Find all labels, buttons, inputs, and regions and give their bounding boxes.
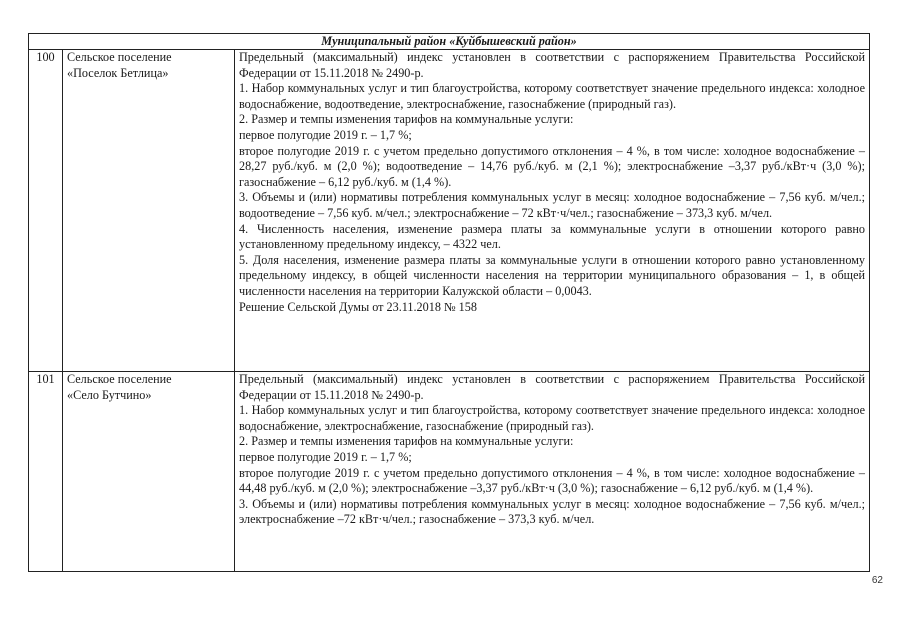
settlement-type: Сельское поселение	[67, 372, 172, 386]
row-number: 100	[29, 50, 63, 372]
settlement-title: «Поселок Бетлица»	[67, 65, 169, 80]
paragraph: второе полугодие 2019 г. с учетом предельно допустимого отклонения – 4 %, в том числе: холодное водоснабжение – 28,27 руб./куб. м (2,0 %); водоотведение – 14,76 руб./куб. м (2,1 %); электроснабжение –3,37 руб./кВт·ч (3,0 %); газоснабжение – 6,12 руб./куб. м (1,4 %).	[239, 143, 865, 189]
section-header-row	[29, 34, 870, 50]
paragraph: первое полугодие 2019 г. – 1,7 %;	[239, 449, 412, 464]
paragraph: 3. Объемы и (или) нормативы потребления коммунальных услуг в месяц: холодное водоснабжение – 7,56 куб. м/чел.; водоотведение – 7,56 куб. м/чел.; электроснабжение – 72 кВт·ч/чел.; газоснабжение – 373,3 куб. м/чел.	[239, 190, 865, 220]
paragraph: 1. Набор коммунальных услуг и тип благоустройства, которому соответствует значение предельного индекса: холодное водоснабжение, водоотведение, электроснабжение, газоснабжение (природный газ).	[239, 81, 865, 111]
paragraph: Предельный (максимальный) индекс установлен в соответствии с распоряжением Правительства Российской Федерации от 15.11.2018 № 2490-р.	[239, 50, 865, 80]
paragraph: первое полугодие 2019 г. – 1,7 %;	[239, 127, 412, 142]
settlement-name	[63, 50, 235, 372]
paragraph: 3. Объемы и (или) нормативы потребления коммунальных услуг в месяц: холодное водоснабжение – 7,56 куб. м/чел.; электроснабжение –72 кВт·ч/чел.; газоснабжение – 373,3 куб. м/чел.	[239, 496, 865, 527]
paragraph: 2. Размер и темпы изменения тарифов на коммунальные услуги:	[239, 112, 574, 127]
paragraph: Предельный (максимальный) индекс установлен в соответствии с распоряжением Правительства Российской Федерации от 15.11.2018 № 2490-р.	[239, 372, 865, 402]
paragraph: второе полугодие 2019 г. с учетом предельно допустимого отклонения – 4 %, в том числе: холодное водоснабжение – 44,48 руб./куб. м (2,0 %); электроснабжение –3,37 руб./кВт·ч (3,0 %); газоснабжение – 6,12 руб./куб. м (1,4 %).	[239, 465, 865, 496]
row-number: 101	[29, 372, 63, 572]
settlement-title: «Село Бутчино»	[67, 387, 152, 402]
page-number: 62	[871, 575, 883, 586]
paragraph: 5. Доля населения, изменение размера платы за коммунальные услуги в отношении которого равно установленному предельному индексу, в общей численности населения на территории муниципального образования – 1, в общей численности населения на территории Калужской области – 0,0043.	[239, 252, 865, 298]
table-row	[29, 372, 870, 572]
section-title: Муниципальный район «Куйбышевский район»	[29, 34, 870, 50]
settlement-name	[63, 372, 235, 572]
paragraph: 1. Набор коммунальных услуг и тип благоустройства, которому соответствует значение предельного индекса: холодное водоснабжение, электроснабжение, газоснабжение (природный газ).	[239, 403, 865, 433]
paragraph: 4. Численность населения, изменение размера платы за коммунальные услуги в отношении которого равно установленному предельному индексу, – 4322 чел.	[239, 221, 865, 252]
settlement-type: Сельское поселение	[67, 50, 172, 64]
row-description	[235, 50, 870, 372]
tariff-table	[28, 33, 870, 572]
table-row	[29, 50, 870, 372]
paragraph: Решение Сельской Думы от 23.11.2018 № 158	[239, 299, 477, 314]
paragraph: 2. Размер и темпы изменения тарифов на коммунальные услуги:	[239, 434, 574, 449]
row-description	[235, 372, 870, 572]
